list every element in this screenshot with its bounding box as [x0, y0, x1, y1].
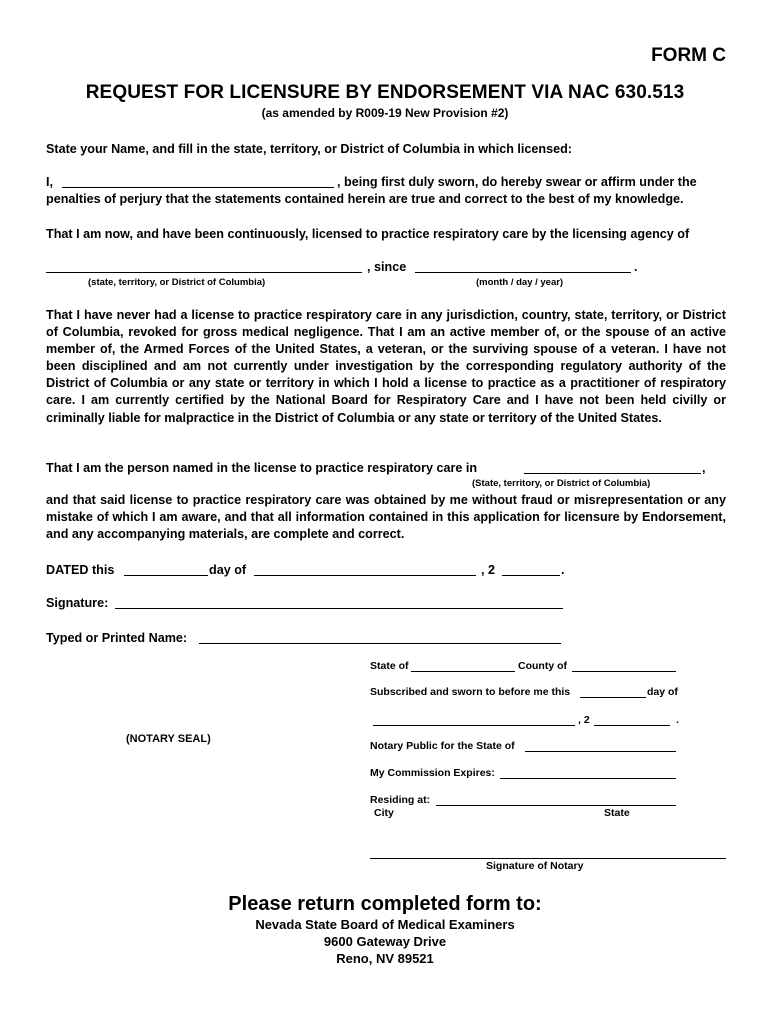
dated-day-field[interactable] [124, 575, 208, 576]
form-id: FORM C [651, 45, 726, 66]
subscribed-label: Subscribed and sworn to before me this [370, 686, 571, 698]
dated-year-field[interactable] [502, 575, 560, 576]
return-title: Please return completed form to: [228, 893, 542, 915]
return-org: Nevada State Board of Medical Examiners [255, 917, 515, 932]
subscribed-month-field[interactable] [373, 725, 575, 726]
subscribed-day-field[interactable] [580, 697, 646, 698]
since-label: , since [367, 260, 407, 274]
dated-month-field[interactable] [254, 575, 476, 576]
commission-expires-field[interactable] [500, 778, 676, 779]
dated-period: . [561, 563, 565, 577]
named-person-statement: That I am the person named in the license to practice respiratory care in [46, 461, 478, 475]
typed-name-label: Typed or Printed Name: [46, 631, 188, 645]
dated-year-prefix: , 2 [481, 563, 496, 577]
typed-name-field[interactable] [199, 643, 561, 644]
named-state-field[interactable] [524, 473, 701, 474]
residing-city-caption: City [374, 807, 394, 819]
obtained-paragraph: and that said license to practice respiratory care was obtained by me without fraud or misrepresentation or any mistake of which I am aware, and that all information contained in this application for licensure by Endorsement, and any accompanying materials, are complete and correct. [46, 493, 726, 542]
subscribed-year-prefix: , 2 [578, 714, 590, 726]
applicant-name-field[interactable] [62, 187, 334, 188]
named-state-caption: (State, territory, or District of Columbia) [472, 478, 651, 489]
notary-state-label: State of [370, 660, 409, 672]
signature-field[interactable] [115, 608, 563, 609]
attestation-paragraph: That I have never had a license to practice respiratory care in any jurisdiction, country, state, territory, or District of Columbia, revoked for gross medical negligence. That I am an active member of, or the spouse of an active member of, the Armed Forces of the United States, a veteran, or the surviving spouse of a veteran. I have not been disciplined and am not currently under investigation by the corresponding regulatory authority of the District of Columbia or any state or territory in which I hold a license to practice as a practitioner of respiratory care. I am currently certified by the National Board for Respiratory Care and I have not been held civilly or criminally liable for malpractice in the District of Columbia or any state or territory of the United States. [46, 308, 726, 425]
notary-county-label: County of [518, 660, 567, 672]
return-city: Reno, NV 89521 [336, 951, 434, 966]
oath-line-rest: , being first duly sworn, do hereby swear or affirm under the [337, 175, 697, 189]
form-subtitle: (as amended by R009-19 New Provision #2) [261, 106, 509, 120]
state-caption: (state, territory, or District of Columbia) [88, 277, 266, 288]
notary-signature-field[interactable] [370, 858, 726, 859]
notary-public-label: Notary Public for the State of [370, 740, 515, 752]
oath-line-2: penalties of perjury that the statements contained herein are true and correct to the best of my knowledge. [46, 192, 684, 206]
signature-label: Signature: [46, 596, 109, 610]
license-since-date-field[interactable] [415, 272, 631, 273]
form-title: REQUEST FOR LICENSURE BY ENDORSEMENT VIA NAC 630.513 [85, 82, 685, 103]
subscribed-period: . [676, 714, 679, 726]
notary-state-field[interactable] [411, 671, 515, 672]
date-caption: (month / day / year) [476, 277, 564, 288]
commission-label: My Commission Expires: [370, 767, 495, 779]
licensed-statement: That I am now, and have been continuously, licensed to practice respiratory care by the licensing agency of [46, 227, 690, 241]
notary-seal-label: (NOTARY SEAL) [126, 733, 211, 745]
subscribed-day-of-label: day of [647, 686, 678, 698]
notary-public-state-field[interactable] [525, 751, 676, 752]
subscribed-year-field[interactable] [594, 725, 670, 726]
day-of-label: day of [209, 563, 247, 577]
residing-label: Residing at: [370, 794, 431, 806]
named-comma: , [702, 461, 706, 475]
notary-county-field[interactable] [572, 671, 676, 672]
residing-state-caption: State [604, 807, 630, 819]
intro-instruction: State your Name, and fill in the state, territory, or District of Columbia in which licensed: [46, 142, 572, 156]
licensing-state-field[interactable] [46, 272, 362, 273]
oath-prefix: I, [46, 175, 53, 189]
return-street: 9600 Gateway Drive [323, 934, 447, 949]
notary-signature-caption: Signature of Notary [486, 860, 584, 872]
residing-at-field[interactable] [436, 805, 676, 806]
since-period: . [634, 260, 638, 274]
dated-label: DATED this [46, 563, 115, 577]
